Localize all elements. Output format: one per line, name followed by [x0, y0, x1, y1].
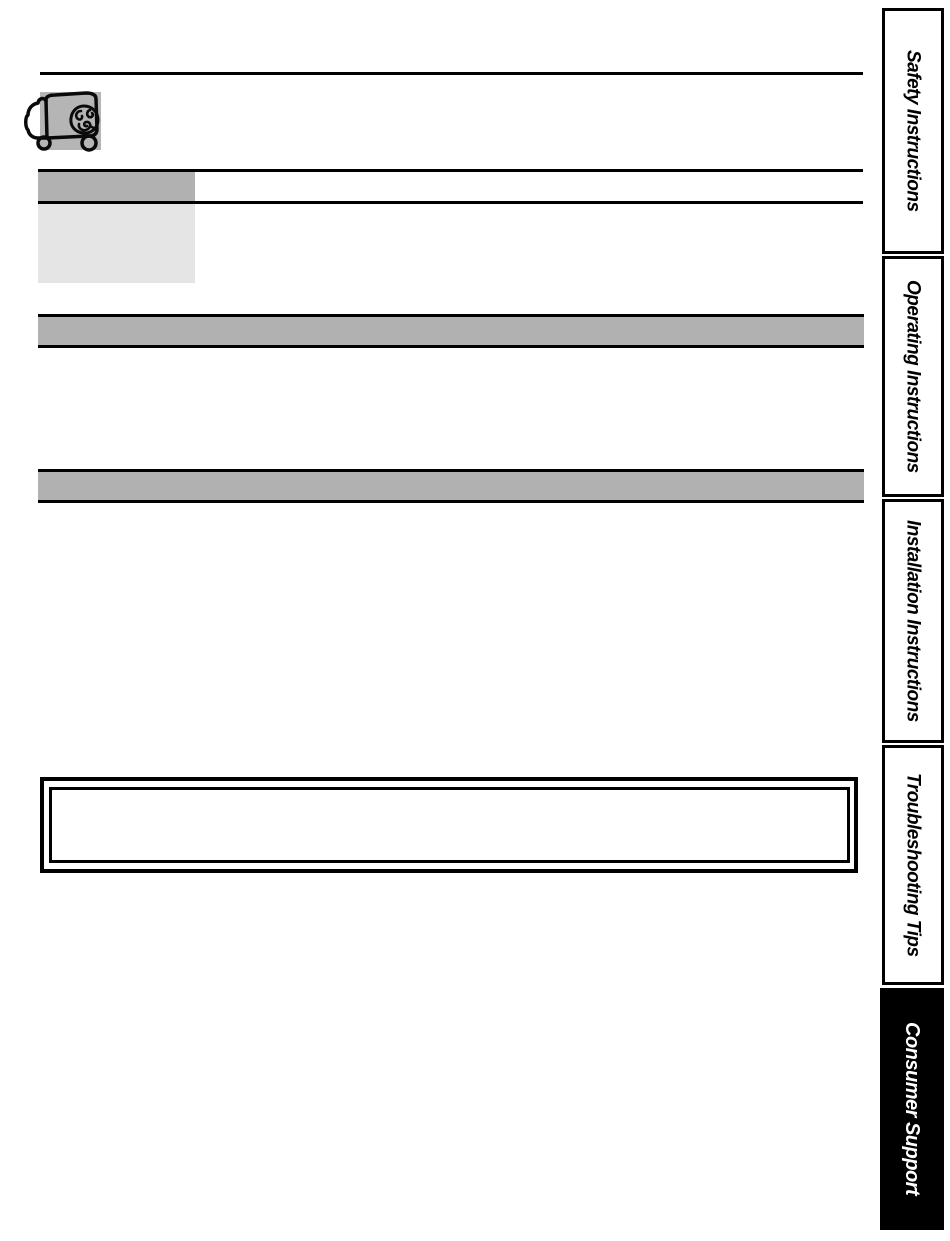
panel-body-box — [38, 204, 195, 283]
section-bar — [38, 469, 864, 503]
delivery-truck-icon — [20, 85, 110, 155]
tab-label: Consumer Support — [901, 1022, 923, 1196]
panel-header-box — [38, 172, 195, 201]
tab-safety-instructions[interactable] — [882, 8, 944, 254]
tab-consumer-support[interactable] — [880, 988, 944, 1230]
callout-box-inner — [49, 787, 850, 863]
tab-installation-instructions[interactable] — [882, 499, 944, 743]
tab-label: Operating Instructions — [902, 280, 924, 473]
top-rule — [40, 72, 863, 75]
tab-label: Troubleshooting Tips — [902, 773, 924, 957]
tab-label: Safety Instructions — [902, 50, 924, 212]
tab-label: Installation Instructions — [902, 520, 924, 722]
tab-operating-instructions[interactable] — [882, 256, 944, 497]
delivery-truck-svg — [20, 85, 110, 155]
section-bar — [38, 314, 864, 348]
callout-box — [40, 777, 858, 873]
tab-troubleshooting-tips[interactable] — [882, 745, 944, 985]
